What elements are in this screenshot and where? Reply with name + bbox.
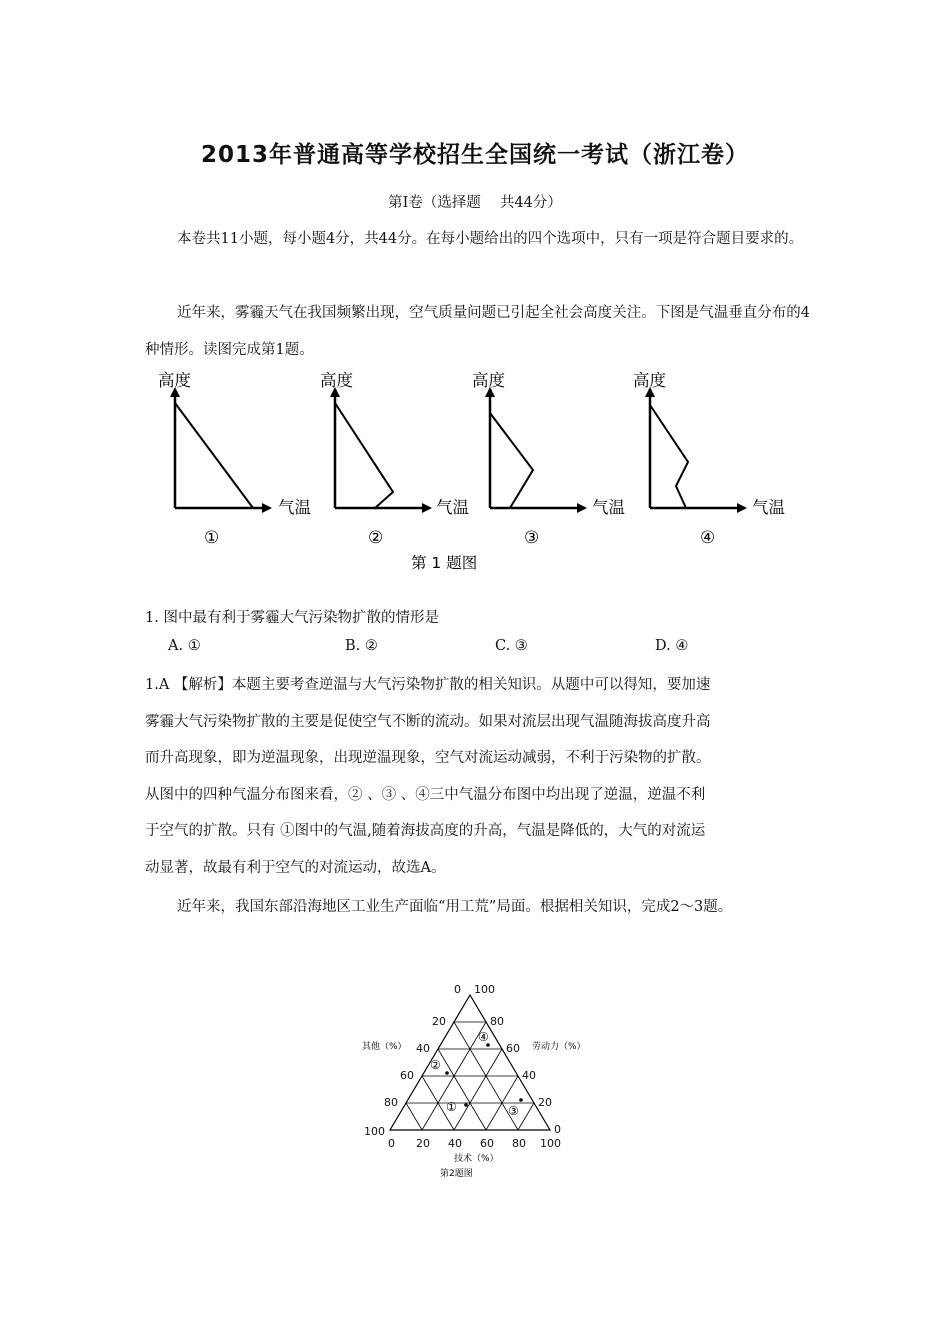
panel-3-y-label: 高度 [472,371,505,390]
left-tick: 40 [416,1042,430,1055]
q1-question: 1. 图中最有利于雾霾大气污染物扩散的情形是 [145,610,439,626]
panel-2 [320,371,470,548]
answer-1-line: 1.A 【解析】本题主要考查逆温与大气污染物扩散的相关知识。从题中可以得知，要加速 [145,677,711,693]
bottom-tick: 80 [512,1137,526,1150]
bottom-tick: 40 [448,1137,462,1150]
bottom-tick: 100 [540,1137,561,1150]
panel-2-y-label: 高度 [320,371,353,390]
panel-1-label: ① [204,528,220,548]
figure-2-caption: 第2题图 [440,1169,473,1179]
answer-1-explanation [145,667,825,886]
panel-4-profile-line [650,405,688,508]
right-tick: 0 [554,1123,561,1136]
left-tick: 60 [400,1069,414,1082]
q1-stem-paragraph [145,295,810,369]
top-tick: 100 [474,983,495,996]
q1-option-b[interactable]: B. ② [345,638,378,654]
panel-4-x-label: 气温 [752,498,785,517]
figure-2-ternary-diagram [350,975,610,1185]
left-axis-label: 其他（%） [362,1042,407,1052]
panel-4-label: ④ [700,528,716,548]
section-subtitle: 第Ⅰ卷（选择题 共44分） [388,195,562,211]
bottom-tick: 60 [480,1137,494,1150]
figure-1-temperature-profiles [140,365,820,580]
point-2 [445,1071,449,1075]
panel-4 [633,371,786,548]
panel-3 [472,371,626,548]
point-4-label: ④ [478,1030,489,1044]
panel-2-profile-line [335,403,393,508]
right-axis-label: 劳动力（%） [532,1042,586,1052]
panel-1 [158,371,312,548]
bottom-tick: 0 [388,1137,395,1150]
left-tick: 20 [432,1015,446,1028]
panel-3-label: ③ [524,528,540,548]
ternary-outline [390,995,550,1130]
answer-1-line: 雾霾大气污染物扩散的主要是促使空气不断的流动。如果对流层出现气温随海拔高度升高 [145,713,711,730]
point-2-label: ② [430,1058,441,1072]
top-tick: 0 [454,983,461,996]
figure-1-caption: 第 1 题图 [411,554,478,572]
panel-3-x-label: 气温 [592,498,625,517]
right-tick: 60 [506,1042,520,1055]
intro-paragraph [145,221,810,258]
point-1-label: ① [446,1100,457,1114]
q1-option-a[interactable]: A. ① [168,638,201,654]
bottom-axis-label: 技术（%） [454,1154,499,1164]
q2-stem-text: 近年来，我国东部沿海地区工业生产面临“用工荒”局面。根据相关知识，完成2～3题。 [177,899,733,915]
point-3 [519,1098,523,1102]
answer-1-line: 动显著，故最有利于空气的对流运动，故选A。 [145,859,446,876]
q1-option-c[interactable]: C. ③ [495,638,528,654]
right-tick: 40 [522,1069,536,1082]
answer-1-line: 于空气的扩散。只有 ①图中的气温,随着海拔高度的升高，气温是降低的，大气的对流运 [145,823,706,839]
right-tick: 80 [490,1015,504,1028]
q1-option-d[interactable]: D. ④ [655,638,689,654]
intro-text: 本卷共11小题，每小题4分，共44分。在每小题给出的四个选项中，只有一项是符合题目要求的。 [177,231,804,247]
q2-stem-paragraph [145,889,817,926]
panel-2-x-label: 气温 [436,498,469,517]
answer-1-line: 从图中的四种气温分布图来看，② 、③ 、④三中气温分布图中均出现了逆温，逆温不利 [145,786,706,803]
panel-3-profile-line [490,413,533,508]
bottom-tick: 20 [416,1137,430,1150]
right-tick: 20 [538,1096,552,1109]
q1-stem-text: 近年来，雾霾天气在我国频繁出现，空气质量问题已引起全社会高度关注。下图是气温垂直分布的4种情形。读图完成第1题。 [145,305,810,358]
panel-1-profile-line [175,403,253,508]
panel-1-y-label: 高度 [158,371,191,390]
panel-2-label: ② [368,528,384,548]
panel-1-x-label: 气温 [278,498,311,517]
left-tick: 100 [364,1125,385,1138]
panel-4-y-label: 高度 [633,371,666,390]
point-3-label: ③ [508,1104,519,1118]
left-tick: 80 [384,1096,398,1109]
answer-1-line: 而升高现象，即为逆温现象，出现逆温现象，空气对流运动减弱，不利于污染物的扩散。 [145,750,711,766]
point-1 [464,1103,468,1107]
page-title: 2013年普通高等学校招生全国统一考试（浙江卷） [200,142,749,168]
